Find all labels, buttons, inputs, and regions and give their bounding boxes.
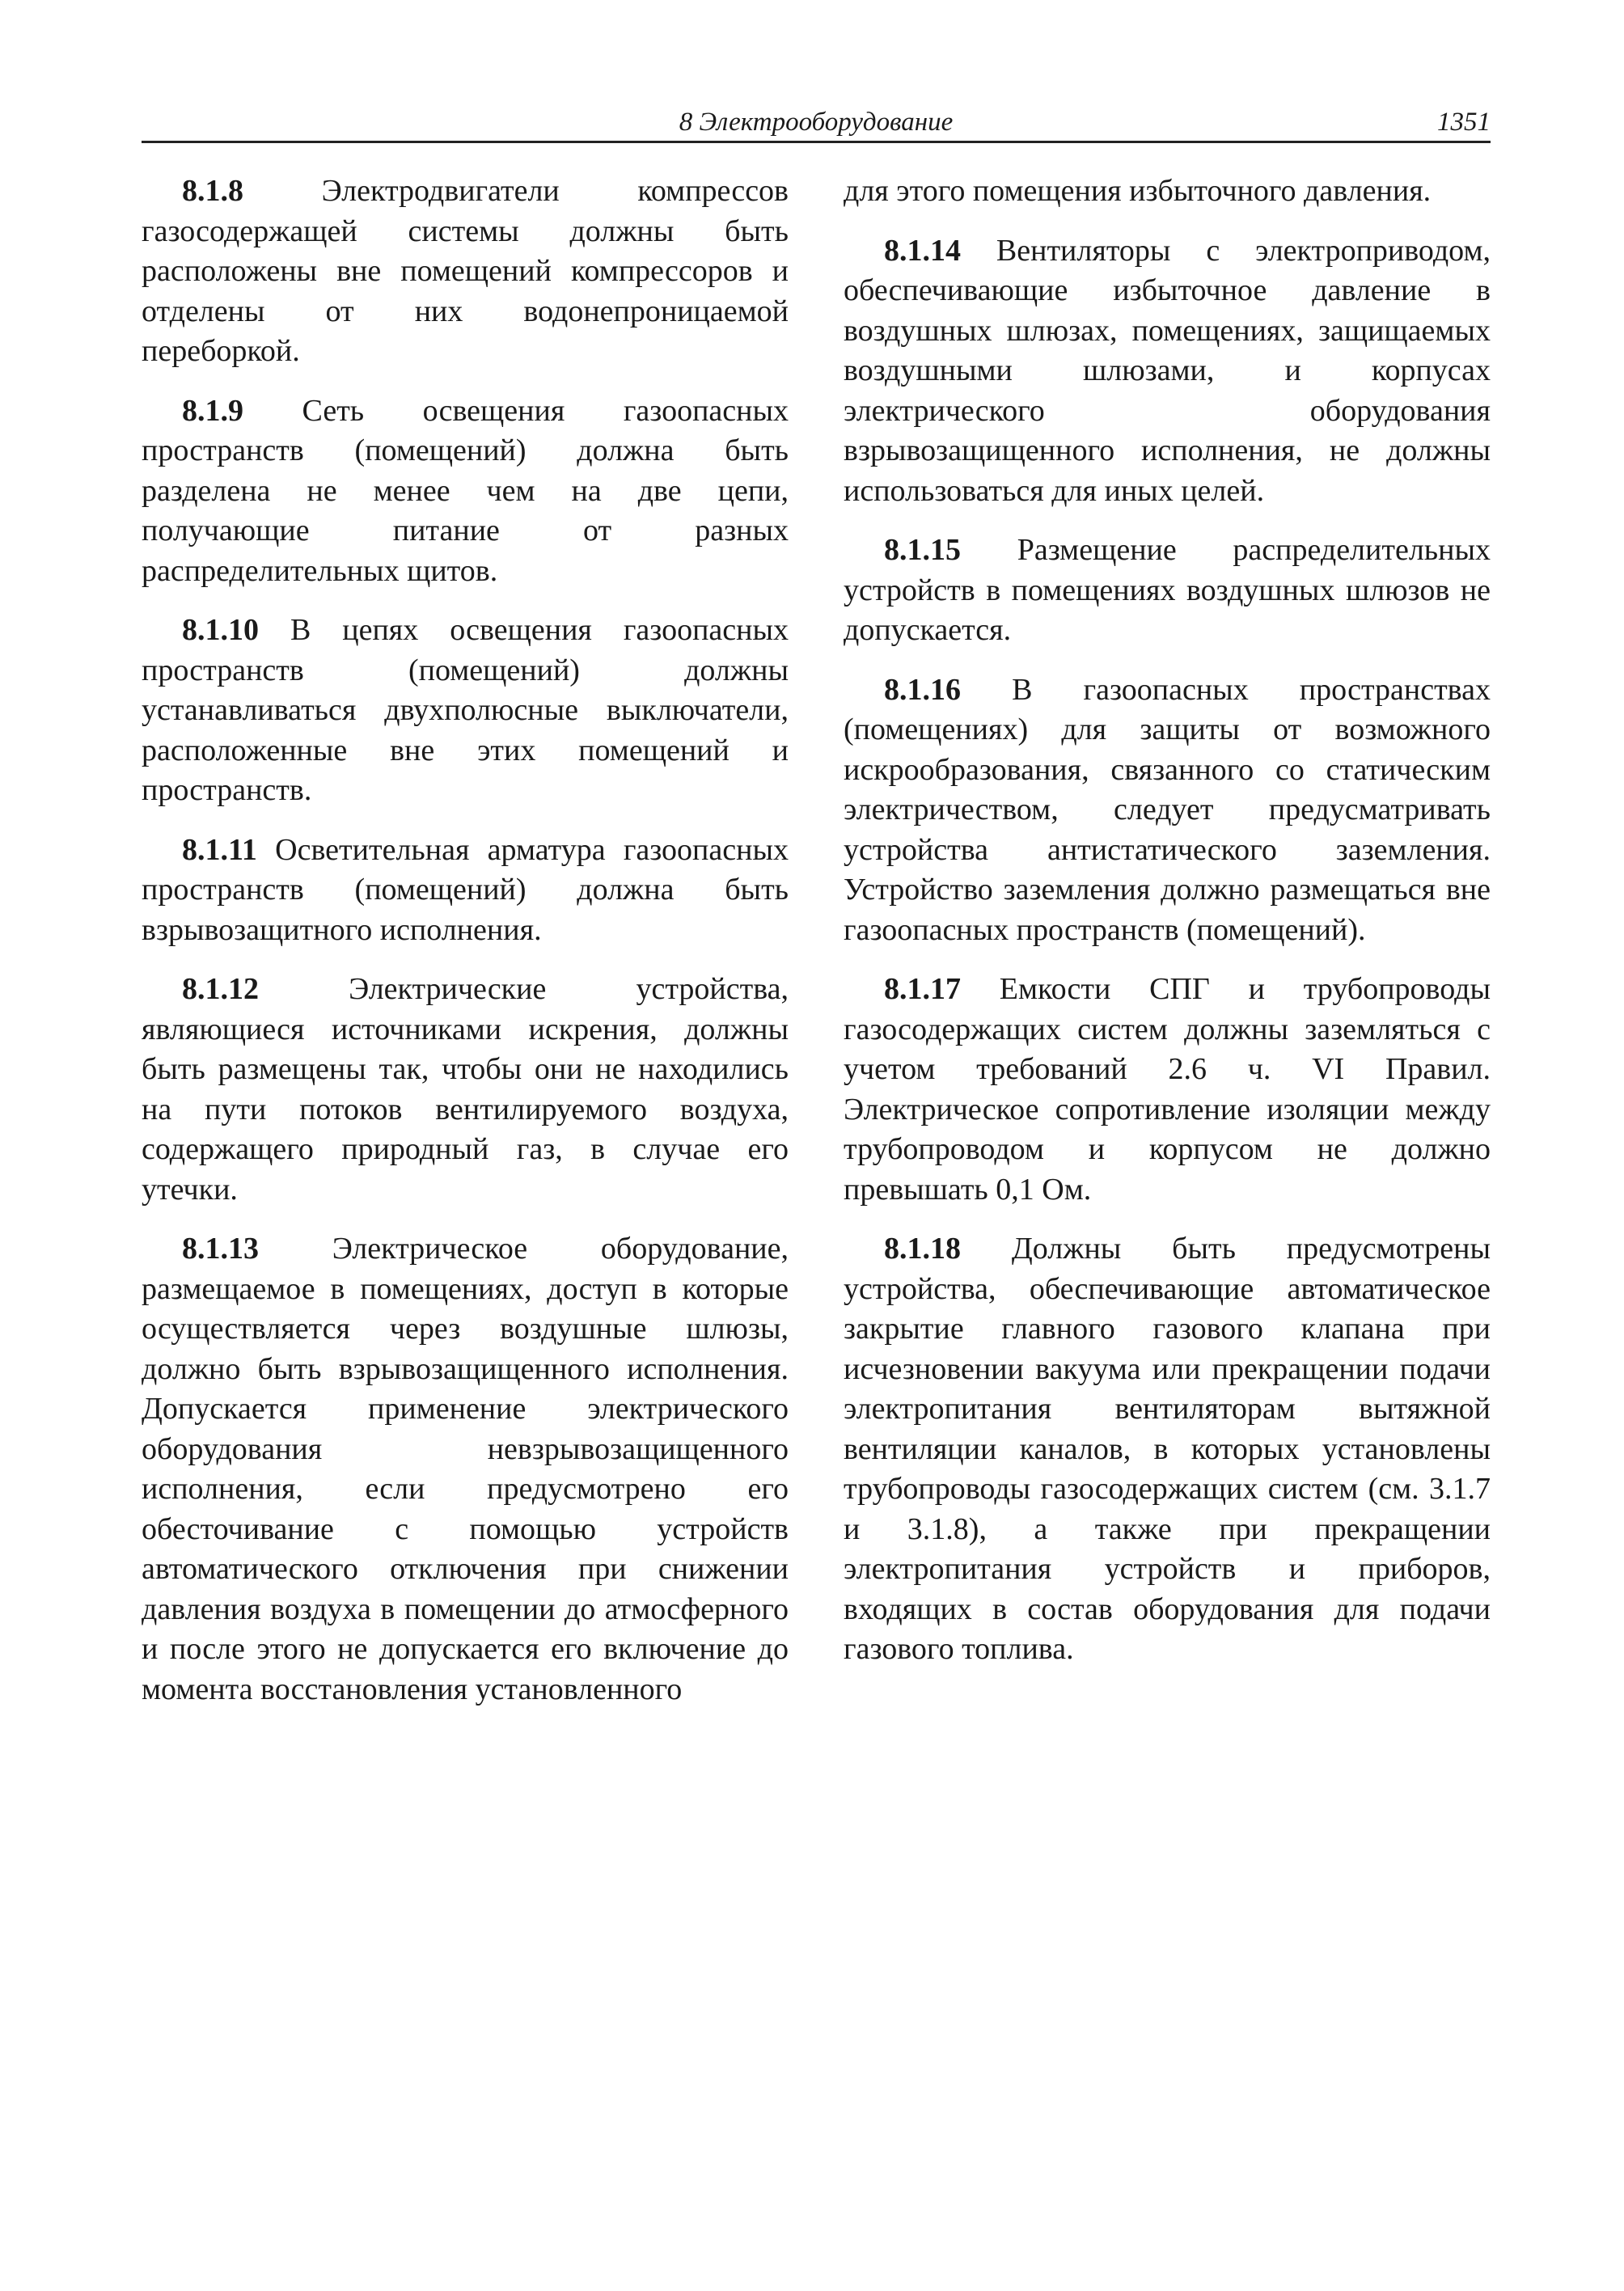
clause-number: 8.1.9 (182, 393, 243, 428)
clause-8-1-11 (142, 831, 789, 951)
clause-8-1-13 (142, 1229, 789, 1710)
clause-number: 8.1.17 (884, 972, 961, 1006)
clause-number: 8.1.12 (182, 972, 259, 1006)
clause-8-1-16 (844, 670, 1491, 951)
clause-text: Размещение распределительных устройств в помещениях воздушных шлюзов не допускается. (844, 533, 1491, 647)
clause-text: Электродвигатели компрессов газосодержащей системы должны быть расположены вне помещений компрессоров и отделены от них водонепроницаемой переборкой. (142, 174, 789, 368)
clause-number: 8.1.16 (884, 672, 961, 707)
clause-number: 8.1.14 (884, 233, 961, 268)
page-header (142, 104, 1491, 143)
clause-number: 8.1.13 (182, 1232, 259, 1266)
page-number: 1351 (1437, 108, 1491, 137)
clause-8-1-18 (844, 1229, 1491, 1670)
clause-text: В цепях освещения газоопасных пространств (помещений) должны устанавливаться двухполюсные выключатели, расположенные вне этих помещений и пространств. (142, 613, 789, 807)
clause-text: Сеть освещения газоопасных пространств (помещений) должна быть разделена не менее чем на две цепи, получающие питание от разных распределительных щитов. (142, 393, 789, 588)
clause-number: 8.1.8 (182, 174, 243, 208)
clause-number: 8.1.10 (182, 613, 259, 647)
clause-8-1-17 (844, 970, 1491, 1210)
clause-text: Вентиляторы с электроприводом, обеспечивающие избыточное давление в воздушных шлюзах, помещениях, защищаемых воздушными шлюзами, и корпусах электрического оборудования взрывозащищенного исполнения, не должны использоваться для иных целей. (844, 233, 1491, 508)
clause-8-1-12 (142, 970, 789, 1210)
clause-text: Емкости СПГ и трубопроводы газосодержащих систем должны заземляться с учетом требований 2.6 ч. VI Правил. Электрическое сопротивление изоляции между трубопроводом и корпусом не должно превышать 0,1 Ом. (844, 972, 1491, 1207)
clause-8-1-9 (142, 391, 789, 592)
clause-text: Осветительная арматура газоопасных пространств (помещений) должна быть взрывозащитного исполнения. (142, 832, 789, 947)
clause-8-1-13-continuation: для этого помещения избыточного давления. (844, 174, 1432, 208)
clause-text: Электрическое оборудование, размещаемое в помещениях, доступ в которые осуществляется через воздушные шлюзы, должно быть взрывозащищенного исполнения. Допускается применение электрического оборудования невзрывозащищенного исполнения, если предусмотрено его обесточивание с помощью устройств автоматического отключения при снижении давления воздуха в помещении до атмосферного и после этого не допускается его включение до момента восстановления установленного (142, 1232, 789, 1706)
clause-8-1-15 (844, 530, 1491, 651)
clause-text: Электрические устройства, являющиеся источниками искрения, должны быть размещены так, чтобы они не находились на пути потоков вентилируемого воздуха, содержащего природный газ, в случае его утечки. (142, 972, 789, 1207)
section-title: 8 Электрооборудование (679, 108, 954, 137)
clause-8-1-14 (844, 231, 1491, 512)
clause-number: 8.1.18 (884, 1232, 961, 1266)
right-column (844, 171, 1491, 1689)
left-column (142, 171, 789, 1729)
clause-number: 8.1.15 (884, 533, 961, 567)
clause-text: Должны быть предусмотрены устройства, обеспечивающие автоматическое закрытие главного газового клапана при исчезновении вакуума или прекращении подачи электропитания вентиляторам вытяжной вентиляции каналов, в которых установлены трубопроводы газосодержащих систем (см. 3.1.7 и 3.1.8), а также при прекращении электропитания устройств и приборов, входящих в состав оборудования для подачи газового топлива. (844, 1232, 1491, 1666)
clause-text: В газоопасных пространствах (помещениях) для защиты от возможного искрообразования, связанного со статическим электричеством, следует предусматривать устройства антистатического заземления. Устройство заземления должно размещаться вне газоопасных пространств (помещений). (844, 672, 1491, 947)
clause-8-1-10 (142, 611, 789, 811)
clause-number: 8.1.11 (182, 832, 257, 867)
clause-8-1-8 (142, 171, 789, 372)
